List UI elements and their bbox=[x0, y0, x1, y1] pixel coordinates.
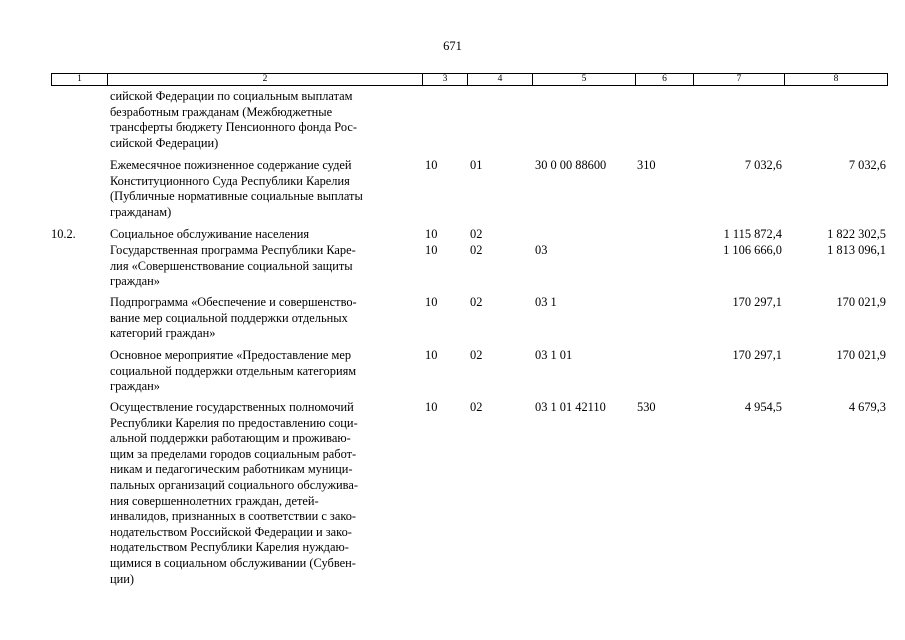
row-subsection: 01 bbox=[470, 158, 483, 172]
row-section: 10 bbox=[425, 243, 438, 257]
row-section: 10 bbox=[425, 227, 438, 241]
row-desc-line: трансферты бюджету Пенсионного фонда Рос- bbox=[110, 120, 358, 135]
header-col-5: 5 bbox=[532, 73, 635, 86]
row-desc-line: Осуществление государственных полномочий bbox=[110, 400, 354, 414]
row-section: 10 bbox=[425, 295, 438, 309]
table-row-desc bbox=[110, 295, 422, 342]
header-col-8: 8 bbox=[784, 73, 888, 86]
header-col-1: 1 bbox=[51, 73, 107, 86]
row-desc-line: ции) bbox=[110, 571, 135, 586]
row-amount-2: 1 813 096,1 bbox=[827, 243, 886, 257]
row-amount-2: 1 822 302,5 bbox=[827, 227, 886, 241]
row-desc-line: (Публичные нормативные социальные выплаты bbox=[110, 189, 363, 204]
row-amount-1: 1 115 872,4 bbox=[723, 227, 782, 241]
row-subsection: 02 bbox=[470, 295, 483, 309]
page-number: 671 bbox=[443, 39, 462, 53]
row-desc-line: инвалидов, признанных в соответствии с зако- bbox=[110, 509, 357, 524]
row-section: 10 bbox=[425, 348, 438, 362]
row-desc-line: щим за пределами городов социальным работ- bbox=[110, 446, 357, 461]
row-desc-line: сийской Федерации по социальным выплатам bbox=[110, 89, 353, 103]
row-desc-line: Подпрограмма «Обеспечение и совершенство- bbox=[110, 295, 357, 309]
table-row-desc bbox=[110, 227, 422, 243]
row-target-code: 30 0 00 88600 bbox=[535, 158, 607, 172]
row-desc-line: граждан» bbox=[110, 379, 160, 394]
row-desc-line: нодательством Российской Федерации и зако- bbox=[110, 524, 352, 539]
row-desc-line: Республики Карелия по предоставлению соци- bbox=[110, 415, 358, 430]
row-amount-1: 7 032,6 bbox=[744, 158, 782, 172]
row-desc-line: безработным гражданам (Межбюджетные bbox=[110, 104, 333, 119]
table-header bbox=[51, 73, 888, 85]
header-col-2: 2 bbox=[107, 73, 422, 86]
row-desc-line: щимися в социальном обслуживании (Субвен- bbox=[110, 555, 356, 570]
row-number: 10.2. bbox=[51, 227, 76, 241]
row-desc-line: социальной поддержки отдельным категориям bbox=[110, 363, 357, 378]
row-desc-line: пальных организаций социального обслужива- bbox=[110, 477, 358, 492]
row-subsection: 02 bbox=[470, 227, 483, 241]
header-col-6: 6 bbox=[635, 73, 693, 86]
row-subsection: 02 bbox=[470, 400, 483, 414]
row-amount-2: 7 032,6 bbox=[848, 158, 886, 172]
header-col-4: 4 bbox=[467, 73, 532, 86]
row-amount-1: 170 297,1 bbox=[732, 348, 782, 362]
row-target-code: 03 1 bbox=[535, 295, 557, 309]
row-amount-1: 170 297,1 bbox=[732, 295, 782, 309]
header-col-3: 3 bbox=[422, 73, 467, 86]
row-section: 10 bbox=[425, 158, 438, 172]
row-amount-1: 1 106 666,0 bbox=[723, 243, 782, 257]
row-desc-line: никам и педагогическим работникам муници- bbox=[110, 462, 353, 477]
row-target-code: 03 1 01 42110 bbox=[535, 400, 606, 414]
row-amount-2: 170 021,9 bbox=[836, 348, 886, 362]
row-desc-line: Государственная программа Республики Каре- bbox=[110, 243, 356, 257]
table-row-desc bbox=[110, 89, 422, 151]
row-desc-line: категорий граждан» bbox=[110, 326, 216, 341]
row-desc-line: гражданам) bbox=[110, 204, 172, 219]
row-desc-line: Основное мероприятие «Предоставление мер bbox=[110, 348, 352, 362]
row-desc-line: граждан» bbox=[110, 274, 160, 289]
table-row-desc bbox=[110, 400, 422, 587]
row-desc-line: Ежемесячное пожизненное содержание судей bbox=[110, 158, 352, 172]
row-desc-line: Конституционного Суда Республики Карелия bbox=[110, 173, 350, 188]
row-expense-type: 530 bbox=[637, 400, 656, 414]
table-row-desc bbox=[110, 243, 422, 290]
row-desc-line: сийской Федерации) bbox=[110, 135, 219, 150]
table-row-desc bbox=[110, 158, 422, 220]
row-amount-1: 4 954,5 bbox=[744, 400, 782, 414]
row-expense-type: 310 bbox=[637, 158, 656, 172]
header-col-7: 7 bbox=[693, 73, 784, 86]
row-desc-line: вание мер социальной поддержки отдельных bbox=[110, 310, 348, 325]
row-amount-2: 4 679,3 bbox=[848, 400, 886, 414]
row-target-code: 03 1 01 bbox=[535, 348, 573, 362]
table-row-desc bbox=[110, 348, 422, 395]
row-desc-line: лия «Совершенствование социальной защиты bbox=[110, 258, 353, 273]
row-target-code: 03 bbox=[535, 243, 548, 257]
row-desc-line: альной поддержки работающим и проживаю- bbox=[110, 431, 351, 446]
row-desc-line: Социальное обслуживание населения bbox=[110, 227, 310, 241]
row-subsection: 02 bbox=[470, 243, 483, 257]
row-subsection: 02 bbox=[470, 348, 483, 362]
row-desc-line: нодательством Республики Карелия нуждаю- bbox=[110, 540, 349, 555]
row-amount-2: 170 021,9 bbox=[836, 295, 886, 309]
row-desc-line: ния совершеннолетних граждан, детей- bbox=[110, 493, 319, 508]
row-section: 10 bbox=[425, 400, 438, 414]
